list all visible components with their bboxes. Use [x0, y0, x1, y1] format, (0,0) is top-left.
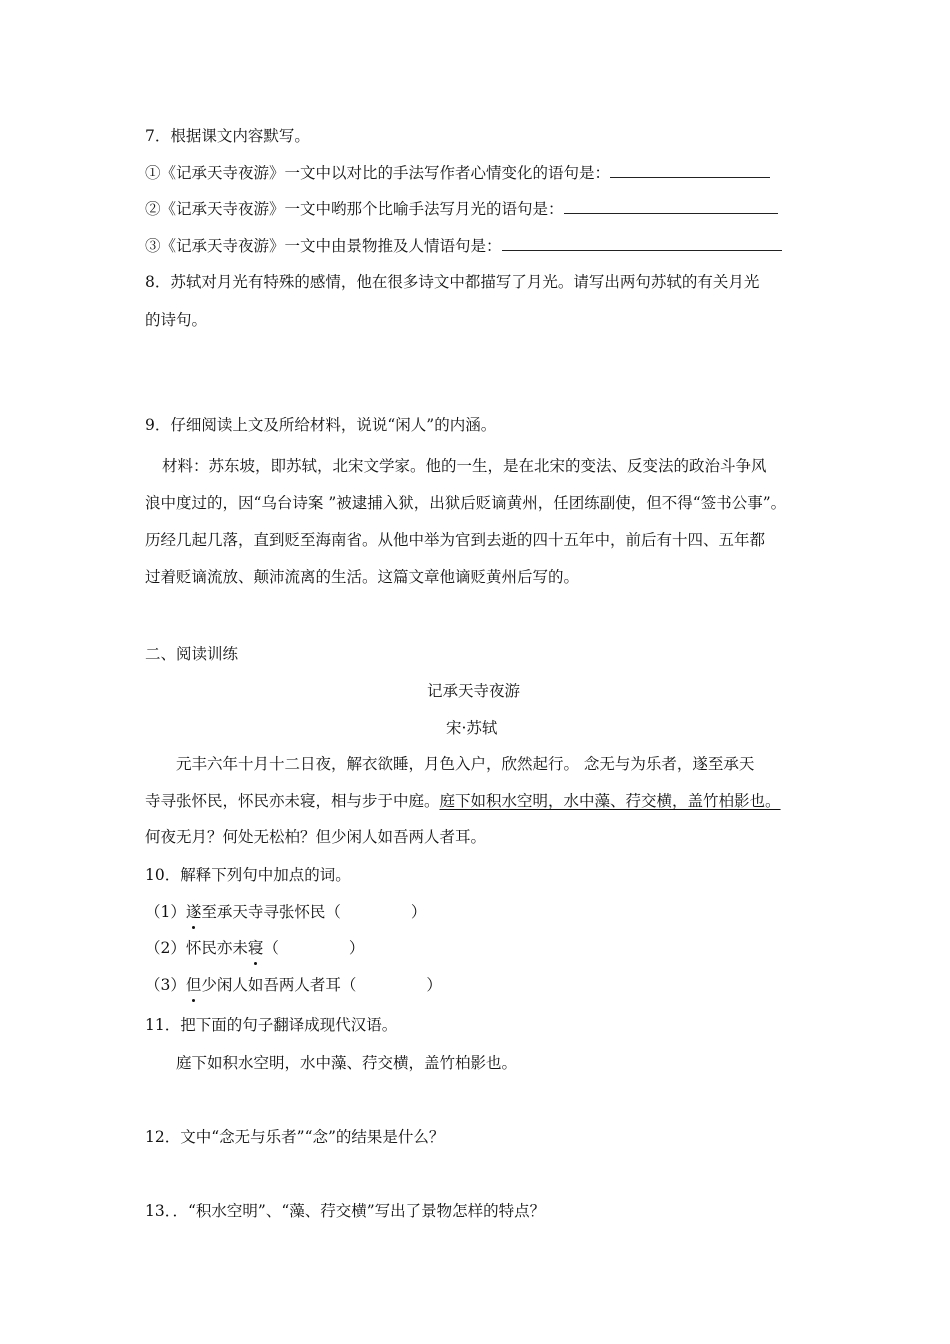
q10-item-3-text: 少闲人如吾两人者耳（ [201, 976, 357, 994]
poem-text-line-3: 何夜无月？何处无松柏？但少闲人如吾两人者耳。 [145, 828, 487, 846]
close-paren: ） [348, 939, 365, 957]
q7-item-1-text: ①《记承天寺夜游》一文中以对比的手法写作者心情变化的语句是： [145, 164, 611, 182]
q7-item-3-text: ③《记承天寺夜游》一文中由景物推及人情语句是： [145, 237, 502, 255]
q11-title: 11．把下面的句子翻译成现代汉语。 [145, 1016, 398, 1034]
close-paren: ） [426, 976, 442, 994]
q10-item-1-text: 至承天寺寻张怀民（ [201, 903, 341, 921]
poem-title: 记承天寺夜游 [427, 682, 521, 700]
q13-title: 13．．“积水空明”、“藻、荇交横”写出了景物怎样的特点？ [145, 1202, 546, 1220]
q10-item-3-prefix: （3） [145, 976, 186, 994]
q9-material-line-2: 浪中度过的，因“乌台诗案 ”被逮捕入狱，出狱后贬谪黄州，任团练副使，但不得“签书公事”。 [145, 494, 787, 512]
q9-material-line-1: 材料：苏东坡，即苏轼，北宋文学家。他的一生，是在北宋的变法、反变法的政治斗争风 [162, 457, 767, 475]
q10-item-3 [145, 974, 442, 996]
q10-item-1-prefix: （1） [145, 903, 186, 921]
dotted-word: 寝 [247, 939, 264, 957]
section-heading: 二、阅读训练 [145, 645, 239, 663]
q9-title: 9．仔细阅读上文及所给材料，说说“闲人”的内涵。 [145, 416, 497, 434]
close-paren: ） [410, 903, 427, 921]
q10-item-1 [145, 901, 426, 923]
q9-material-line-4: 过着贬谪流放、颠沛流离的生活。这篇文章他谪贬黄州后写的。 [145, 568, 580, 586]
q7-title: 7．根据课文内容默写。 [145, 127, 310, 145]
dotted-word: 遂 [185, 903, 202, 921]
answer-blank[interactable] [502, 234, 782, 251]
answer-blank[interactable] [610, 161, 770, 178]
poem-text-line-2 [145, 790, 781, 812]
poem-text-line-1: 元丰六年十月十二日夜，解衣欲睡，月色入户，欣然起行。 念无与为乐者，遂至承天 [176, 755, 755, 773]
q7-item-2 [145, 197, 778, 220]
q10-item-2-prefix: （2）怀民亦未 [145, 939, 248, 957]
q8-line-1: 8．苏轼对月光有特殊的感情，他在很多诗文中都描写了月光。请写出两句苏轼的有关月光 [145, 273, 760, 291]
q7-item-3 [145, 234, 782, 257]
q8-line-2: 的诗句。 [145, 311, 208, 329]
q10-item-2-text: （ [263, 939, 279, 957]
poem-author: 宋·苏轼 [446, 719, 498, 737]
q7-item-1 [145, 161, 770, 184]
q9-material-line-3: 历经几起几落，直到贬至海南省。从他中举为官到去逝的四十五年中，前后有十四、五年都 [145, 531, 766, 549]
q11-sentence: 庭下如积水空明，水中藻、荇交横，盖竹柏影也。 [176, 1054, 518, 1072]
underlined-sentence: 庭下如积水空明，水中藻、荇交横，盖竹柏影也。 [439, 792, 781, 810]
q10-title: 10．解释下列句中加点的词。 [145, 866, 351, 884]
q12-title: 12．文中“念无与乐者”“念”的结果是什么？ [145, 1128, 445, 1146]
poem-text-line-2-plain: 寺寻张怀民，怀民亦未寝，相与步于中庭。 [145, 792, 440, 810]
dotted-word: 但 [185, 976, 202, 994]
q7-item-2-text: ②《记承天寺夜游》一文中哟那个比喻手法写月光的语句是： [145, 200, 564, 218]
q10-item-2 [145, 937, 364, 959]
answer-blank[interactable] [564, 197, 778, 214]
